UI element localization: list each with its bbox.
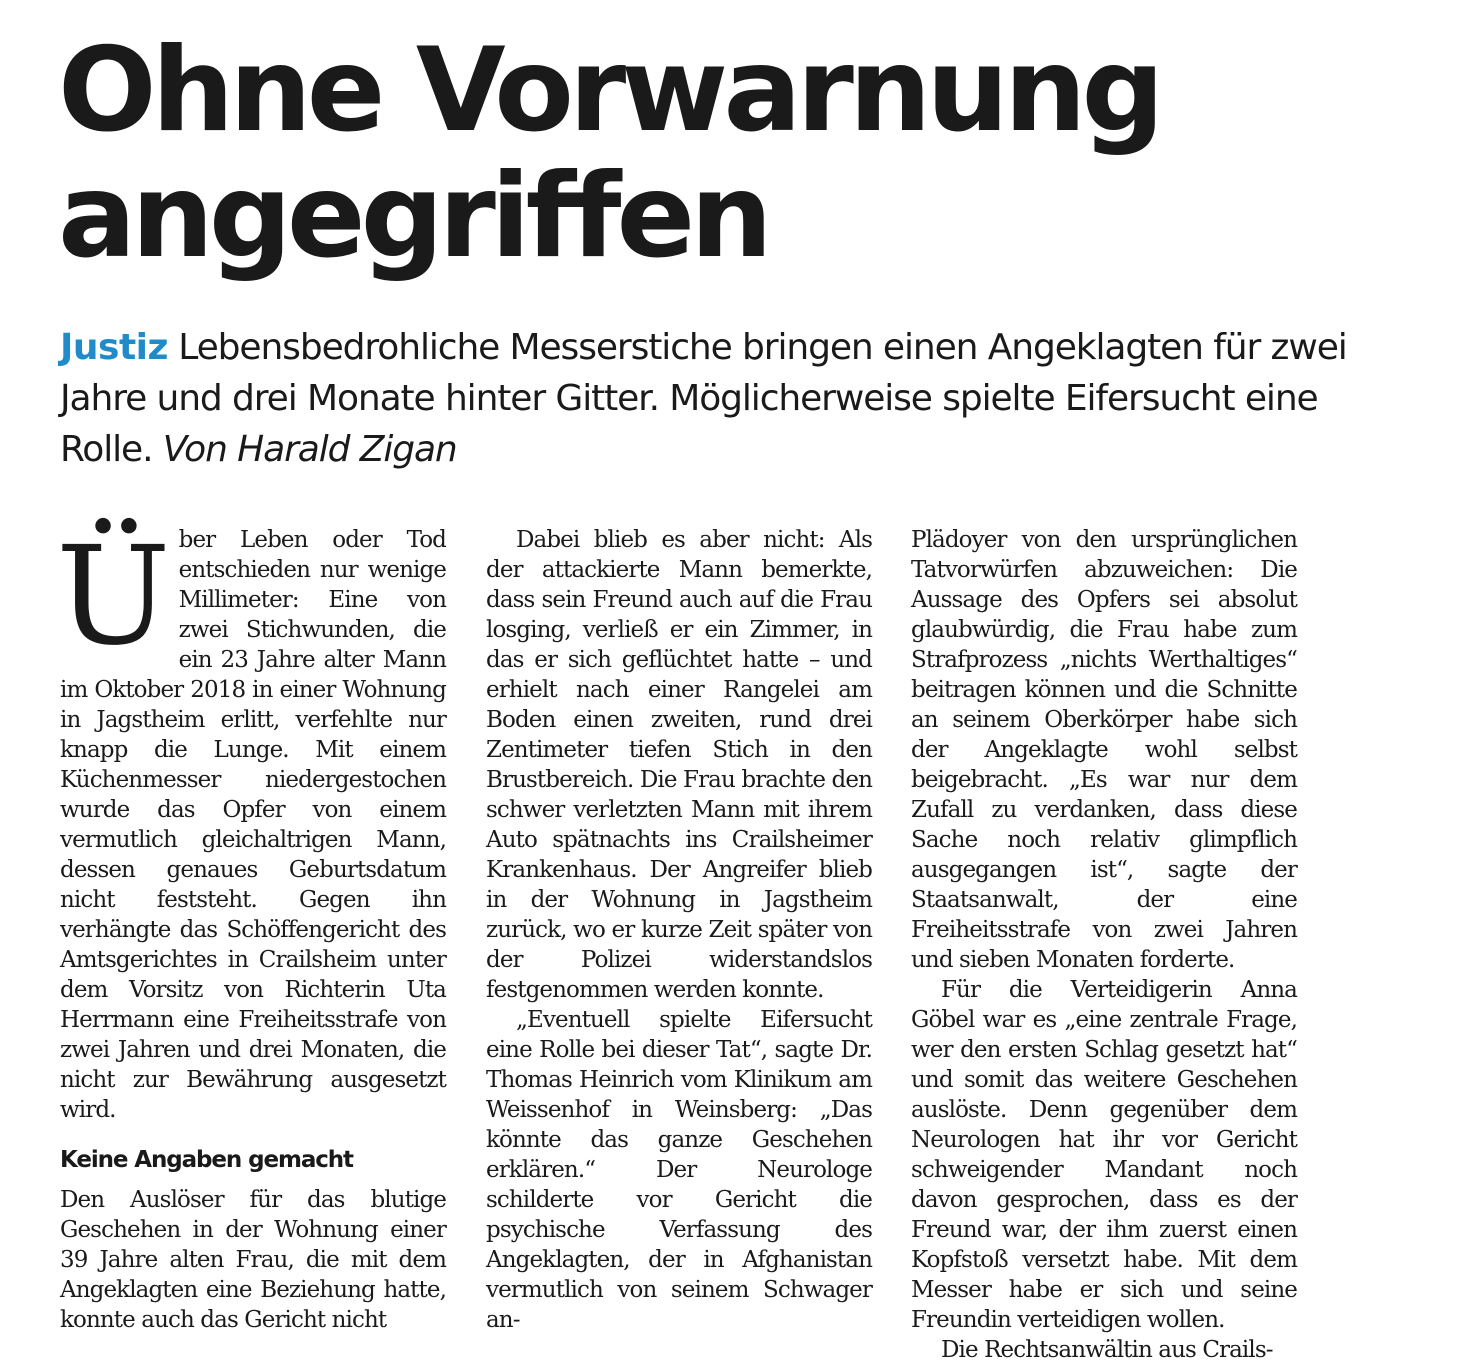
headline-line-2: angegriffen (58, 149, 768, 284)
article-column-1 (56, 518, 446, 1335)
column-2-paragraph-1: Dabei blieb es aber nicht: Als der attackierte Mann bemerkte, dass sein Freund auch auf die Frau losging, verließ er ein Zimmer, in das er sich geflüchtet hatte – und erhielt nach einer Rangelei am Boden einen zweiten, rund drei Zentimeter tiefen Stich in den Brustbereich. Die Frau brachte den schwer verletzten Mann mit ihrem Auto spätnachts ins Crailsheimer Krankenhaus. Der Angreifer blieb in der Wohnung in Jagstheim zurück, wo er kurze Zeit später von der Polizei widerstandslos festgenommen werden konnte. (486, 527, 872, 1003)
column-1-paragraph-1 (56, 518, 446, 1125)
column-1-paragraph-2: Den Auslöser für das blutige Geschehen in der Wohnung einer 39 Jahre alten Frau, die mit dem Angeklagten eine Beziehung hatte, konnte auch das Gericht nicht (60, 1187, 446, 1333)
article-column-2 (486, 525, 872, 1335)
deck-byline: Von Harald Zigan (162, 429, 457, 470)
column-1-paragraph-1-text: ber Leben oder Tod entschieden nur wenige Millimeter: Eine von zwei Stichwunden, die ein 23 Jahre alter Mann im Oktober 2018 in einer Wohnung in Jagstheim erlitt, verfehlte nur knapp die Lunge. Mit einem Küchenmesser niedergestochen wurde das Opfer von einem vermutlich gleichaltrigen Mann, dessen genaues Geburtsdatum nicht feststeht. Gegen ihn verhängte das Schöffengericht des Amtsgerichtes in Crailsheim unter dem Vorsitz von Richterin Uta Herrmann eine Freiheitsstrafe von zwei Jahren und drei Monaten, die nicht zur Bewährung ausgesetzt wird. (60, 527, 446, 1123)
column-3-paragraph-1: Plädoyer von den ursprünglichen Tatvorwürfen abzuweichen: Die Aussage des Opfers sei absolut glaubwürdig, die Frau habe zum Strafprozess „nichts Werthaltiges“ beitragen können und die Schnitte an seinem Oberkörper habe sich der Angeklagte wohl selbst beigebracht. „Es war nur dem Zufall zu verdanken, dass diese Sache noch relativ glimpflich ausgegangen ist“, sagte der Staatsanwalt, der eine Freiheitsstrafe von zwei Jahren und sieben Monaten forderte. (911, 527, 1297, 973)
drop-cap: Ü (56, 518, 171, 676)
article-headline (58, 23, 1438, 284)
deck-text: Lebensbedrohliche Messerstiche bringen einen Angeklagten für zwei Jahre und drei Monate hinter Gitter. Möglicherweise spielte Eifersucht eine Rolle. (60, 327, 1347, 470)
article-column-3 (911, 525, 1297, 1365)
column-3-paragraph-3: Die Rechtsanwältin aus Crails- (941, 1337, 1273, 1363)
section-subhead: Keine Angaben gemacht (60, 1147, 353, 1173)
column-3-paragraph-2: Für die Verteidigerin Anna Göbel war es „eine zentrale Frage, wer den ersten Schlag gesetzt hat“ und somit das weitere Geschehen auslöste. Denn gegenüber dem Neurologen hat ihr vor Gericht schweigender Mandant noch davon gesprochen, dass es der Freund war, der ihm zuerst einen Kopfstoß versetzt habe. Mit dem Messer habe er sich und seine Freundin verteidigen wollen. (911, 977, 1297, 1333)
column-2-paragraph-2: „Eventuell spielte Eifersucht eine Rolle bei dieser Tat“, sagte Dr. Thomas Heinrich vom Klinikum am Weissenhof in Weinsberg: „Das könnte das ganze Geschehen erklären.“ Der Neurologe schilderte vor Gericht die psychische Verfassung des Angeklagten, der in Afghanistan vermutlich von seinem Schwager an- (486, 1007, 872, 1333)
article-deck (60, 322, 1360, 475)
headline-line-1: Ohne Vorwarnung (58, 23, 1160, 158)
deck-kicker: Justiz (60, 327, 168, 368)
